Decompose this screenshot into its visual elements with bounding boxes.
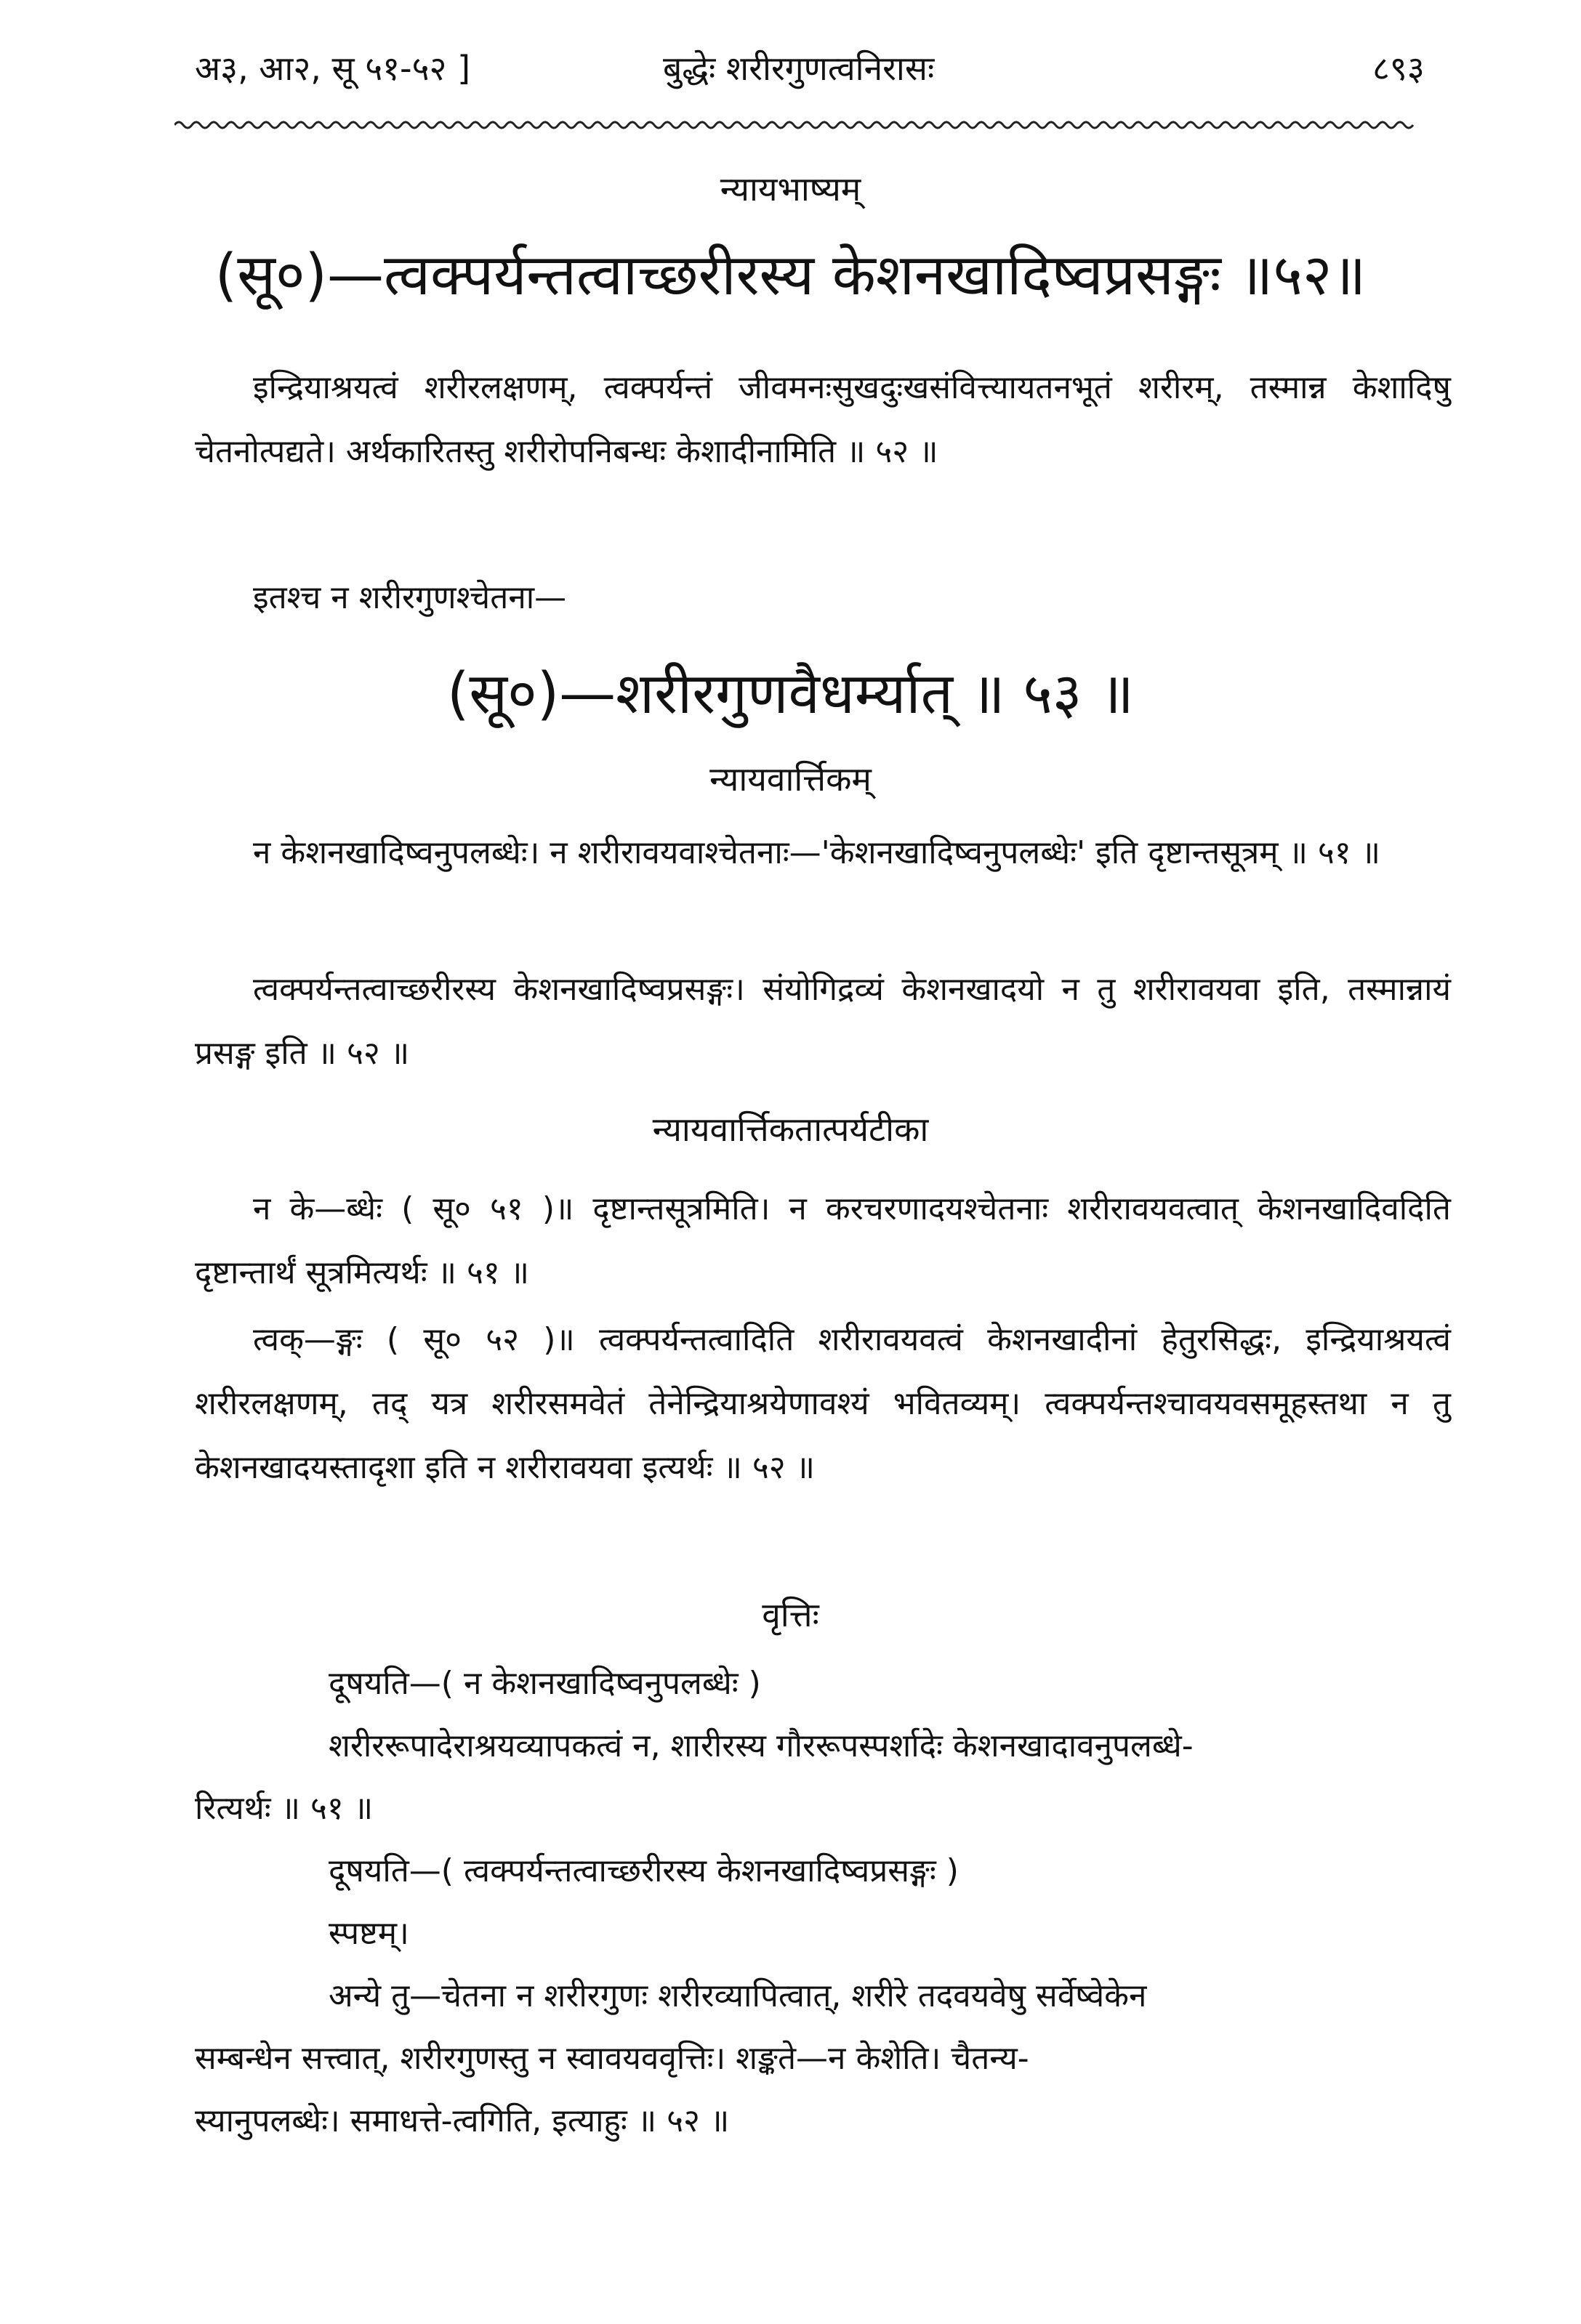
header-wavy-rule: [174, 118, 1461, 132]
sutra-53: (सू०)—शरीरगुणवैधर्म्यात् ॥ ५३ ॥: [446, 661, 1135, 727]
vartika-paragraph-1: [195, 821, 1451, 885]
header-topic: बुद्धेः शरीरगुणत्वनिरासः: [663, 49, 935, 88]
sutra-52: (सू०)—त्वक्पर्यन्तत्वाच्छरीरस्य केशनखादिष्वप्रसङ्गः ॥५२॥: [214, 243, 1367, 308]
page-number: ८९३: [1372, 49, 1425, 88]
sutra-53-intro: इतश्च न शरीरगुणश्चेतना—: [253, 579, 567, 616]
vartika-paragraph-2: [195, 958, 1451, 1086]
tika-paragraph-2: [195, 1308, 1451, 1500]
vritti-line-2: शरीररूपादेराश्रयव्यापकत्वं न, शारीरस्य गौररूपस्पर्शादेः केशनखादावनुपलब्धे-: [329, 1727, 1194, 1764]
vartika-paragraph-1-text: न केशनखादिष्वनुपलब्धेः। न शरीरावयवाश्चेतनाः—'केशनखादिष्वनुपलब्धेः' इति दृष्टान्तसूत्रम् ॥ ५१ ॥: [253, 834, 1381, 871]
bhashya-paragraph: [195, 356, 1451, 484]
vritti-line-8: स्यानुपलब्धेः। समाधत्ते-त्वगिति, इत्याहुः ॥ ५२ ॥: [195, 2102, 730, 2139]
bhashya-heading: न्यायभाष्यम्: [720, 169, 861, 209]
vartika-heading: न्यायवार्त्तिकम्: [709, 759, 872, 799]
tika-heading: न्यायवार्त्तिकतात्पर्यटीका: [652, 1110, 929, 1149]
vritti-line-3: रित्यर्थः ॥ ५१ ॥: [195, 1790, 374, 1827]
vritti-line-1: दूषयति—( न केशनखादिष्वनुपलब्धेः ): [329, 1665, 761, 1702]
vartika-paragraph-2-text: त्वक्पर्यन्तत्वाच्छरीरस्य केशनखादिष्वप्रसङ्गः। संयोगिद्रव्यं केशनखादयो न तु शरीरावयवा इति, तस्मान्नायं प्रसङ्ग इति ॥ ५२ ॥: [195, 971, 1451, 1072]
vritti-line-5: स्पष्टम्।: [329, 1915, 409, 1952]
header-section-ref: अ३, आ२, सू ५१-५२ ]: [195, 49, 471, 88]
bhashya-paragraph-text: इन्द्रियाश्रयत्वं शरीरलक्षणम्, त्वक्पर्यन्तं जीवमनःसुखदुःखसंवित्त्यायतनभूतं शरीरम्, तस्मान्न केशादिषु चेतनोत्पद्यते। अर्थकारितस्तु शरीरोपनिबन्धः केशादीनामिति ॥ ५२ ॥: [195, 369, 1451, 470]
tika-paragraph-1-text: न के—ब्धेः ( सू० ५१ )॥ दृष्टान्तसूत्रमिति। न करचरणादयश्चेतनाः शरीरावयवत्वात् केशनखादिवदिति दृष्टान्तार्थं सूत्रमित्यर्थः ॥ ५१ ॥: [195, 1190, 1451, 1291]
vritti-line-6: अन्ये तु—चेतना न शरीरगुणः शरीरव्यापित्वात्, शरीरे तदवयवेषु सर्वेष्वेकेन: [329, 1977, 1147, 2014]
tika-paragraph-2-text: त्वक्—ङ्गः ( सू० ५२ )॥ त्वक्पर्यन्तत्वादिति शरीरावयवत्वं केशनखादीनां हेतुरसिद्धः, इन्द्रियाश्रयत्वं शरीरलक्षणम्, तद् यत्र शरीरसमवेतं तेनेन्द्रियाश्रयेणावश्यं भवितव्यम्। त्वक्पर्यन्तश्चावयवसमूहस्तथा न तु केशनखादयस्तादृशा इति न शरीरावयवा इत्यर्थः ॥ ५२ ॥: [195, 1321, 1451, 1486]
vritti-line-4: दूषयति—( त्वक्पर्यन्तत्वाच्छरीरस्य केशनखादिष्वप्रसङ्गः ): [329, 1852, 959, 1889]
vritti-line-7: सम्बन्धेन सत्त्वात्, शरीरगुणस्तु न स्वावयववृत्तिः। शङ्कते—न केशेति। चैतन्य-: [195, 2040, 1029, 2077]
tika-paragraph-1: [195, 1177, 1451, 1305]
vritti-heading: वृत्तिः: [762, 1595, 819, 1634]
